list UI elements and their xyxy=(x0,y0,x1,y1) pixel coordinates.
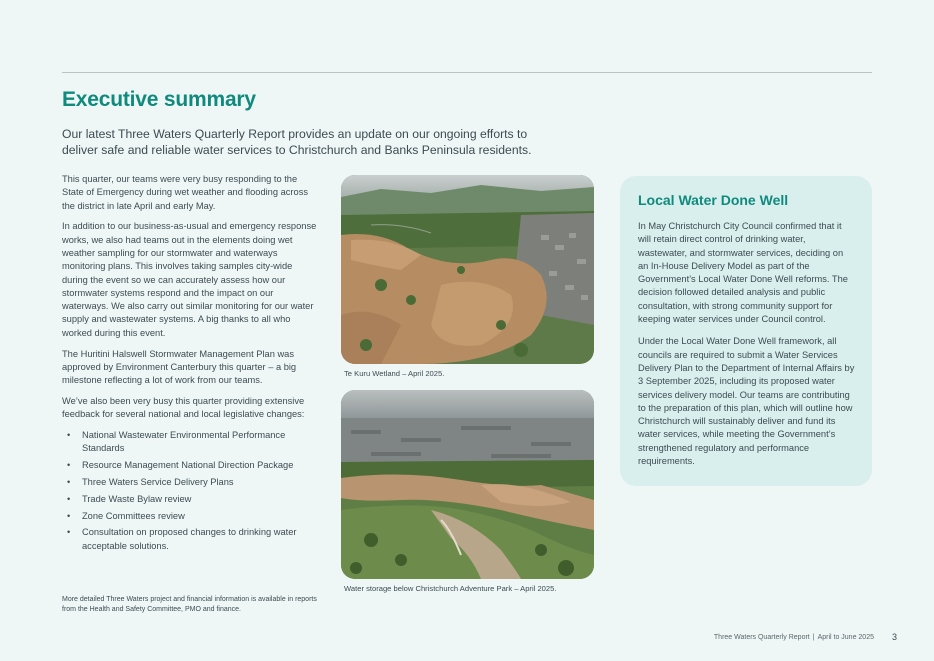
list-item: • Trade Waste Bylaw review xyxy=(62,493,320,506)
list-item: • Resource Management National Direction Package xyxy=(62,459,320,472)
page-title: Executive summary xyxy=(62,88,256,111)
footer-report-name: Three Waters Quarterly Report xyxy=(713,634,810,641)
footer-separator: | xyxy=(812,634,815,641)
photo-caption-water-storage: Water storage below Christchurch Adventure Park – April 2025. xyxy=(344,584,557,593)
paragraph-stormwater-plan: The Huritini Halswell Stormwater Management Plan was approved by Environment Canterbury this quarter – a big milestone reflecting a lot of work from our teams. xyxy=(62,348,297,386)
list-item: • National Wastewater Environmental Performance Standards xyxy=(62,429,320,456)
panel-paragraph-decision: In May Christchurch City Council confirmed that it will retain direct control of drinking water, wastewater, and stormwater services, deciding on an In-House Delivery Model as part of the Government’s Local Water Done Well reforms. The decision followed detailed analysis and public consultation, with strong community support for keeping water services under Council control. xyxy=(638,221,848,325)
header-divider xyxy=(62,72,872,73)
list-item: • Consultation on proposed changes to drinking water acceptable solutions. xyxy=(62,526,320,553)
intro-paragraph: Our latest Three Waters Quarterly Report provides an update on our ongoing efforts to deliver safe and reliable water services to Christchurch and Banks Peninsula residents. xyxy=(62,127,532,157)
list-item: • Three Waters Service Delivery Plans xyxy=(62,476,320,489)
panel-paragraph-framework: Under the Local Water Done Well framework, all councils are required to submit a Water Services Delivery Plan to the Department of Internal Affairs by 3 September 2025, including its proposed water services delivery model. Our teams are contributing to the preparation of this plan, which will outline how Christchurch will sustainably deliver and fund its water services, while meeting the Government’s strengthened regulatory and performance requirements. xyxy=(638,336,855,467)
legislative-list xyxy=(62,429,320,553)
wetland-flood-photo xyxy=(341,175,594,364)
water-storage-photo xyxy=(341,390,594,579)
photo-caption-wetland: Te Kuru Wetland – April 2025. xyxy=(344,369,445,378)
list-item: • Zone Committees review xyxy=(62,510,320,523)
page-number: 3 xyxy=(892,632,898,642)
paragraph-sampling: In addition to our business-as-usual and emergency response works, we also had teams out in the elements doing wet weather sampling for our stormwater and waterways monitoring plans. This involves taking samples city-wide during the event so we can accurately assess how our stormwater systems respond and the impact on our waterways. We also carry out similar monitoring for our water supply and wastewater systems. A big thanks to all who worked during this event. xyxy=(62,221,317,338)
panel-heading: Local Water Done Well xyxy=(638,192,789,208)
paragraph-emergency: This quarter, our teams were very busy responding to the State of Emergency during wet weather and flooding across the district in late April and early May. xyxy=(62,174,308,211)
left-column xyxy=(62,173,320,556)
local-water-done-well-panel xyxy=(620,176,872,486)
footnote: More detailed Three Waters project and financial information is available in reports from the Health and Safety Committee, PMO and finance. xyxy=(62,596,317,613)
footer-period: April to June 2025 xyxy=(817,634,874,641)
paragraph-legislative: We’ve also been very busy this quarter providing extensive feedback for several national and local legislative changes: xyxy=(62,395,305,420)
page-footer xyxy=(714,634,874,641)
